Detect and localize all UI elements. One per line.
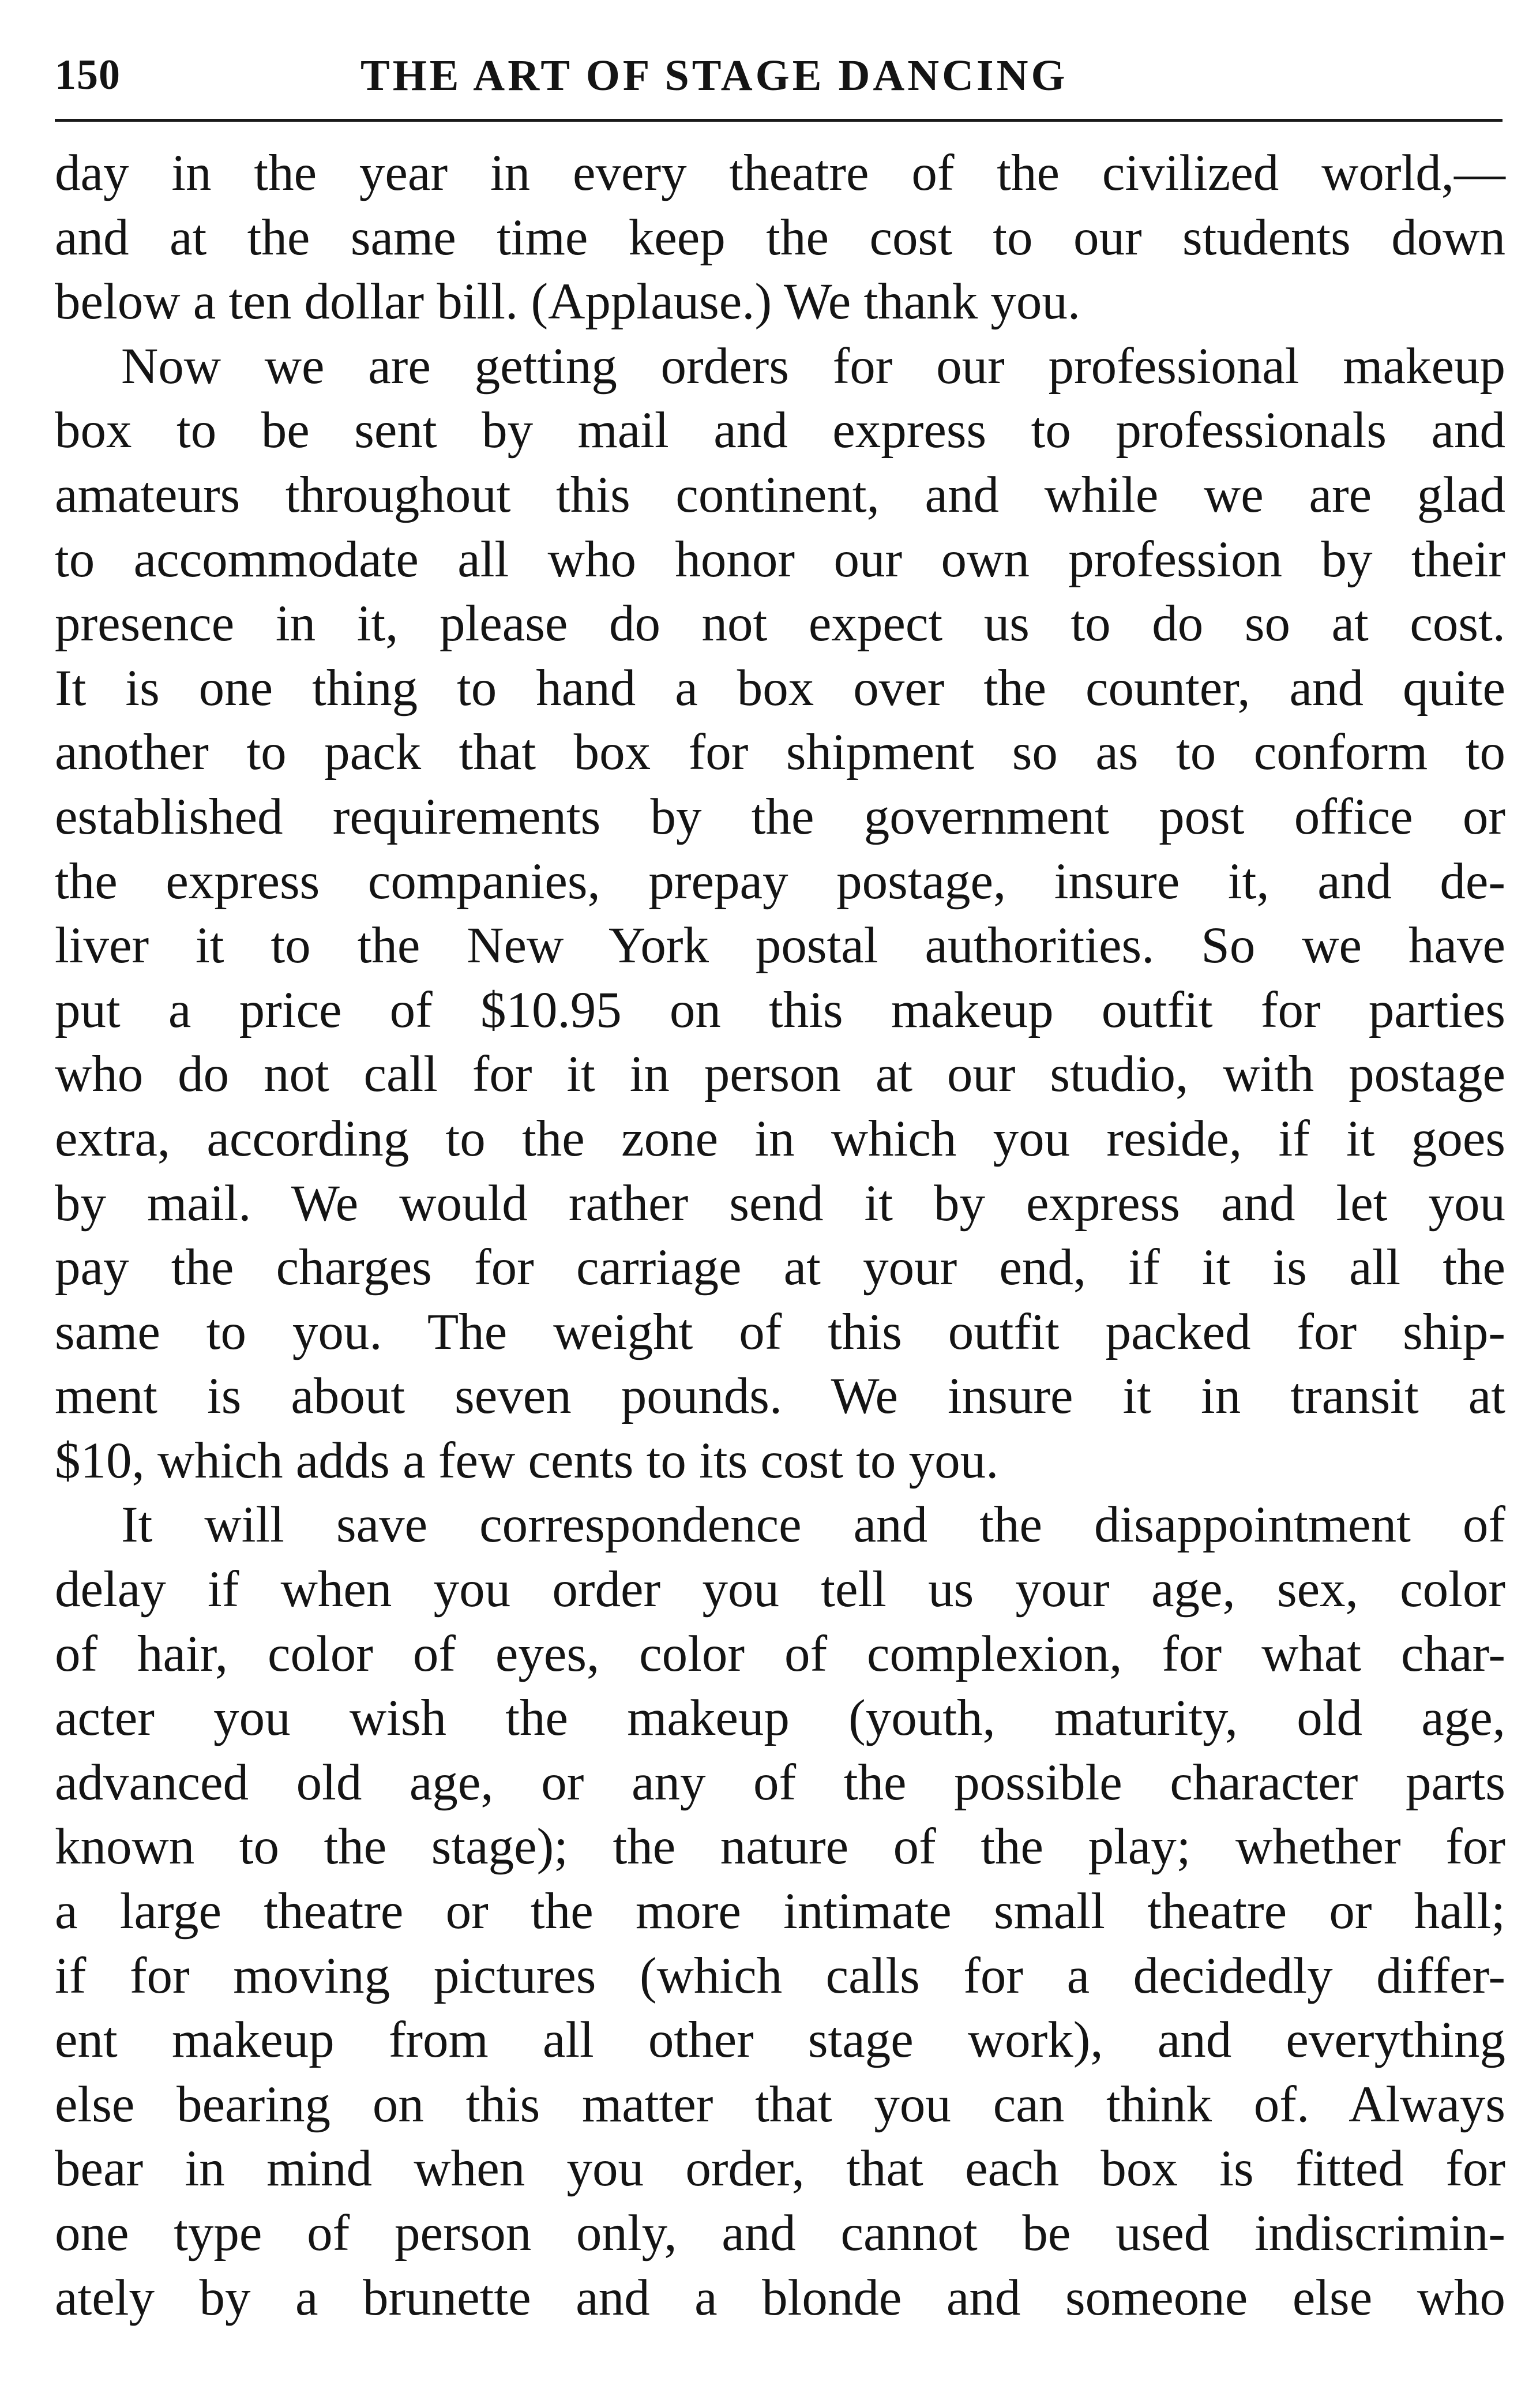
text-line: established requirements by the government post office or — [55, 788, 1505, 845]
text-line: pay the charges for carriage at your end, if it is all the — [55, 1239, 1505, 1296]
text-line: liver it to the New York postal authorities. So we have — [55, 917, 1505, 974]
text-line: one type of person only, and cannot be used indiscrimin- — [55, 2205, 1505, 2262]
text-line: to accommodate all who honor our own profession by their — [55, 531, 1505, 588]
text-line: if for moving pictures (which calls for a decidedly differ- — [55, 1947, 1505, 2004]
text-line: ately by a brunette and a blonde and someone else who — [55, 2269, 1505, 2326]
text-line: bear in mind when you order, that each box is fitted for — [55, 2140, 1505, 2198]
text-line: extra, according to the zone in which you reside, if it goes — [55, 1110, 1505, 1167]
text-line: a large theatre or the more intimate small theatre or hall; — [55, 1883, 1505, 1940]
text-line: below a ten dollar bill. (Applause.) We thank you. — [55, 273, 1081, 331]
text-line: and at the same time keep the cost to our students down — [55, 209, 1505, 266]
text-line: amateurs throughout this continent, and while we are glad — [55, 466, 1505, 523]
text-line: the express companies, prepay postage, insure it, and de- — [55, 853, 1505, 910]
running-head: THE ART OF STAGE DANCING — [360, 51, 1068, 100]
text-line: by mail. We would rather send it by express and let you — [55, 1175, 1505, 1232]
text-line: same to you. The weight of this outfit packed for ship- — [55, 1303, 1505, 1360]
text-line: else bearing on this matter that you can think of. Always — [55, 2076, 1505, 2133]
header-rule — [55, 119, 1503, 122]
text-line: advanced old age, or any of the possible character parts — [55, 1754, 1505, 1811]
text-line: known to the stage); the nature of the play; whether for — [55, 1818, 1505, 1876]
text-line: of hair, color of eyes, color of complexion, for what char- — [55, 1625, 1505, 1682]
page-header — [55, 46, 1503, 110]
text-line: who do not call for it in person at our studio, with postage — [55, 1046, 1505, 1103]
body-text — [55, 141, 1505, 2330]
page-number: 150 — [55, 51, 121, 99]
text-line: Now we are getting orders for our professional makeup — [121, 337, 1505, 395]
text-line: acter you wish the makeup (youth, maturity, old age, — [55, 1690, 1505, 1747]
text-line: $10, which adds a few cents to its cost to you. — [55, 1432, 999, 1489]
text-line: presence in it, please do not expect us to do so at cost. — [55, 595, 1505, 652]
text-line: another to pack that box for shipment so as to conform to — [55, 724, 1505, 781]
text-line: It will save correspondence and the disappointment of — [121, 1497, 1505, 1554]
text-line: delay if when you order you tell us your age, sex, color — [55, 1561, 1505, 1618]
text-line: box to be sent by mail and express to professionals and — [55, 402, 1505, 459]
text-line: ment is about seven pounds. We insure it in transit at — [55, 1368, 1505, 1425]
text-line: ent makeup from all other stage work), and everything — [55, 2012, 1505, 2069]
text-line: day in the year in every theatre of the civilized world,— — [55, 145, 1505, 201]
text-line: It is one thing to hand a box over the counter, and quite — [55, 659, 1505, 717]
text-line: put a price of $10.95 on this makeup outfit for parties — [55, 981, 1505, 1038]
